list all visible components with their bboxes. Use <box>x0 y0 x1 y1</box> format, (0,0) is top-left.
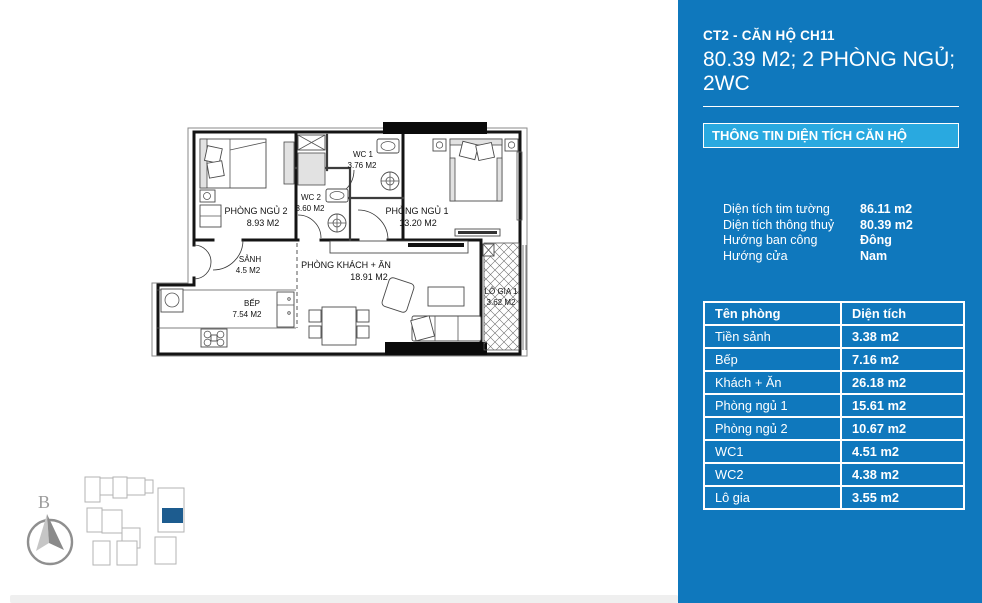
info-value: Đông <box>860 233 892 247</box>
wc1-fixtures <box>377 139 399 190</box>
table-row <box>704 348 964 371</box>
section-header: THÔNG TIN DIỆN TÍCH CĂN HỘ <box>703 123 959 148</box>
info-label: Diện tích thông thuỷ <box>723 217 835 232</box>
table-cell-room: WC1 <box>704 440 841 463</box>
keyplan <box>85 477 184 565</box>
loggia-hatch <box>484 243 519 350</box>
info-row <box>723 249 961 265</box>
table-cell-area: 3.38 m2 <box>841 325 964 348</box>
table-header-room: Tên phòng <box>704 302 841 325</box>
area-table <box>703 301 965 510</box>
room-label-kitchen: BẾP <box>243 299 261 308</box>
table-cell-area: 4.51 m2 <box>841 440 964 463</box>
table-header-row <box>704 302 964 325</box>
table-row <box>704 325 964 348</box>
info-label: Hướng ban công <box>723 233 818 247</box>
entry-door-arc <box>194 245 211 279</box>
table-cell-area: 10.67 m2 <box>841 417 964 440</box>
table-cell-room: WC2 <box>704 463 841 486</box>
apartment-title: CT2 - CĂN HỘ CH11 <box>703 28 835 43</box>
info-row <box>723 202 961 218</box>
table-row <box>704 371 964 394</box>
bedroom1-door-arc <box>358 210 388 240</box>
room-label-loggia: LÔ GIA 1 <box>484 287 518 296</box>
compass <box>28 492 72 564</box>
room-label-living: PHÒNG KHÁCH + ĂN <box>301 260 391 270</box>
closet-strip <box>298 135 325 185</box>
room-area-wc2: 3.60 M2 <box>295 204 325 213</box>
room-area-wc1: 3.76 M2 <box>347 161 377 170</box>
table-cell-area: 7.16 m2 <box>841 348 964 371</box>
info-row <box>723 218 961 234</box>
room-label-bedroom1: PHÒNG NGỦ 1 <box>385 206 449 216</box>
table-row <box>704 417 964 440</box>
table-row <box>704 394 964 417</box>
table-cell-room: Phòng ngủ 2 <box>704 417 841 440</box>
table-cell-room: Khách + Ăn <box>704 371 841 394</box>
loggia-rail <box>523 245 526 350</box>
room-label-bedroom2: PHÒNG NGỦ 2 <box>224 206 288 216</box>
info-value: 80.39 m2 <box>860 217 913 232</box>
info-value: Nam <box>860 248 888 263</box>
room-label-hall: SẢNH <box>238 255 262 264</box>
table-cell-room: Lô gia <box>704 486 841 509</box>
table-cell-room: Tiền sảnh <box>704 325 841 348</box>
room-area-bedroom1: 13.20 M2 <box>399 218 437 228</box>
table-cell-room: Phòng ngủ 1 <box>704 394 841 417</box>
section-bar-bottom <box>385 342 487 355</box>
room-area-kitchen: 7.54 M2 <box>232 310 262 319</box>
apartment-subtitle: 80.39 M2; 2 PHÒNG NGỦ; 2WC <box>703 48 956 95</box>
info-list <box>723 202 961 264</box>
table-header-area: Diện tích <box>841 302 964 325</box>
info-row <box>723 233 961 249</box>
wc2-door-arc <box>298 215 321 238</box>
section-bar-top <box>383 122 487 134</box>
wc2-fixtures <box>326 189 348 232</box>
panel-divider <box>703 106 959 107</box>
bedroom1-furniture <box>433 139 518 236</box>
living-furniture <box>309 241 481 345</box>
info-panel <box>678 0 982 603</box>
table-cell-area: 4.38 m2 <box>841 463 964 486</box>
info-label: Hướng cửa <box>723 248 788 263</box>
table-row <box>704 440 964 463</box>
table-cell-area: 15.61 m2 <box>841 394 964 417</box>
room-label-wc1: WC 1 <box>353 150 373 159</box>
keyplan-highlighted-unit[interactable] <box>162 508 183 523</box>
room-area-loggia: 3.62 M2 <box>486 298 516 307</box>
kitchen-furniture <box>161 289 294 347</box>
room-area-living: 18.91 M2 <box>350 272 388 282</box>
info-value: 86.11 m2 <box>860 202 913 216</box>
table-cell-area: 3.55 m2 <box>841 486 964 509</box>
room-area-hall: 4.5 M2 <box>235 266 261 275</box>
room-area-bedroom2: 8.93 M2 <box>246 218 280 228</box>
table-cell-room: Bếp <box>704 348 841 371</box>
table-row <box>704 486 964 509</box>
bottom-divider <box>10 595 678 603</box>
table-row <box>704 463 964 486</box>
info-label: Diện tích tim tường <box>723 202 830 216</box>
room-label-wc2: WC 2 <box>301 193 321 202</box>
compass-north-label: B <box>37 492 51 512</box>
table-cell-area: 26.18 m2 <box>841 371 964 394</box>
